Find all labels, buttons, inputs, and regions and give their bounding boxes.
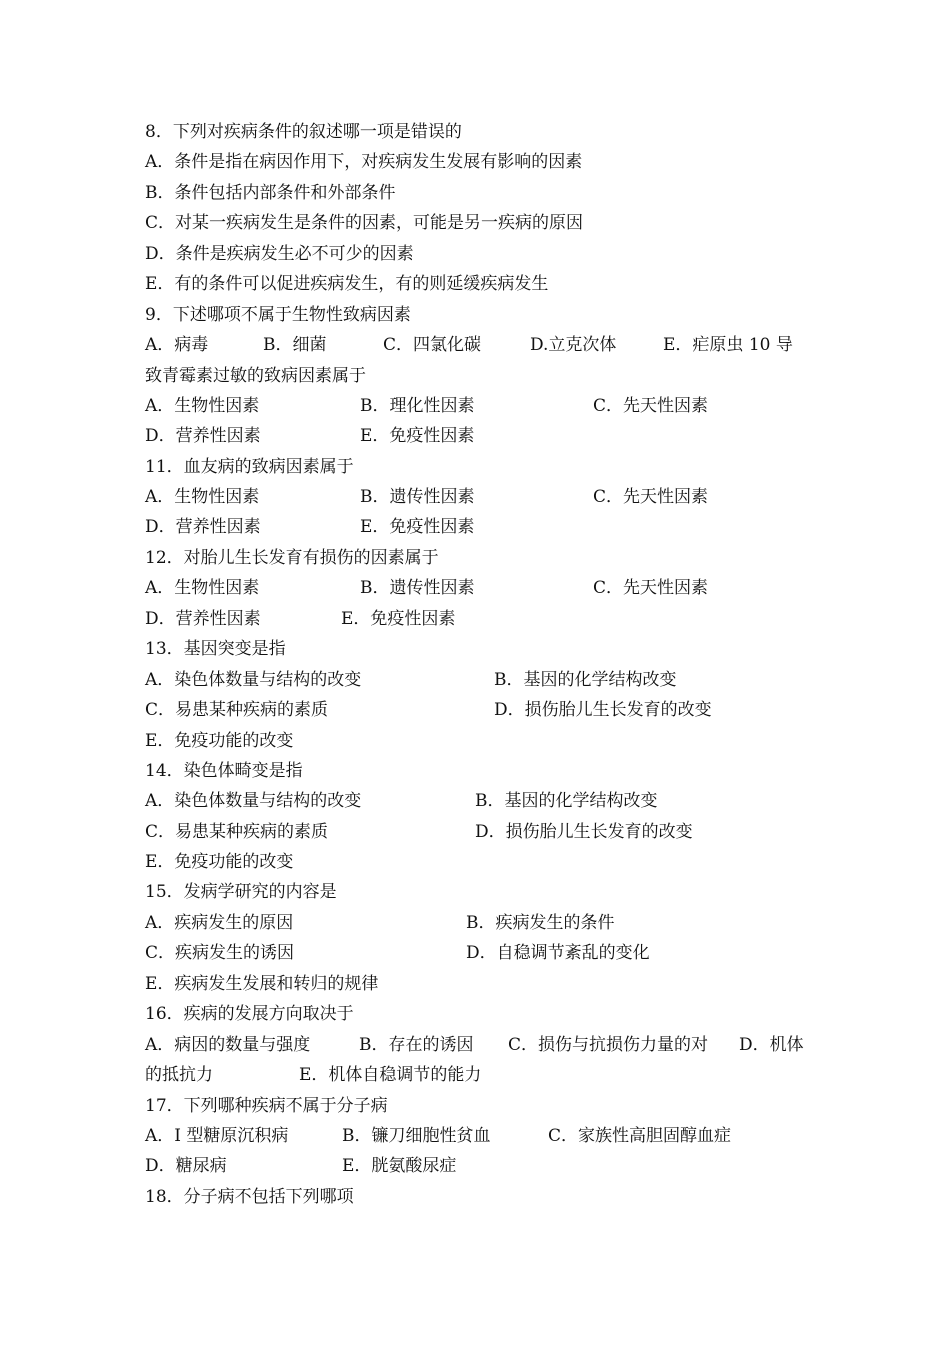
option-text: D．损伤胎儿生长发育的改变 xyxy=(494,700,712,720)
option-text: B．基因的化学结构改变 xyxy=(494,670,677,690)
question-text: 9．下述哪项不属于生物性致病因素 xyxy=(145,305,411,325)
question-text: C．对某一疾病发生是条件的因素，可能是另一疾病的原因 xyxy=(145,213,584,233)
option-text: C．家族性高胆固醇血症 xyxy=(548,1126,732,1146)
question-text: E．免疫功能的改变 xyxy=(145,852,294,872)
option-text: A．生物性因素 xyxy=(145,396,260,416)
option-text: B．疾病发生的条件 xyxy=(466,913,615,933)
option-text: E．胱氨酸尿症 xyxy=(342,1156,457,1176)
option-text: B．遗传性因素 xyxy=(360,578,475,598)
option-text: D．机体 xyxy=(739,1035,804,1055)
option-text: D．糖尿病 xyxy=(145,1156,227,1176)
option-text: B．理化性因素 xyxy=(360,396,475,416)
option-text: D．损伤胎儿生长发育的改变 xyxy=(475,822,693,842)
option-text: A．病毒 xyxy=(145,335,209,355)
option-text: D.立克次体 xyxy=(530,335,617,355)
option-text: C．先天性因素 xyxy=(593,487,709,507)
option-text: A．染色体数量与结构的改变 xyxy=(145,791,362,811)
option-text: E．疟原虫 10 导 xyxy=(663,335,793,355)
option-text: B．镰刀细胞性贫血 xyxy=(342,1126,491,1146)
option-text: C．先天性因素 xyxy=(593,396,709,416)
option-text: A．疾病发生的原因 xyxy=(145,913,294,933)
option-text: C．四氯化碳 xyxy=(383,335,482,355)
question-text: E．有的条件可以促进疾病发生，有的则延缓疾病发生 xyxy=(145,274,549,294)
option-text: A．染色体数量与结构的改变 xyxy=(145,670,362,690)
option-text: 的抵抗力 xyxy=(145,1065,213,1085)
option-text: C．易患某种疾病的素质 xyxy=(145,700,329,720)
option-text: A．生物性因素 xyxy=(145,487,260,507)
option-text: D．营养性因素 xyxy=(145,426,261,446)
question-text: B．条件包括内部条件和外部条件 xyxy=(145,183,396,203)
question-text: 18．分子病不包括下列哪项 xyxy=(145,1187,354,1207)
option-text: D．营养性因素 xyxy=(145,517,261,537)
option-text: C．先天性因素 xyxy=(593,578,709,598)
option-text: C．损伤与抗损伤力量的对 xyxy=(508,1035,709,1055)
question-text: A．条件是指在病因作用下，对疾病发生发展有影响的因素 xyxy=(145,152,583,172)
question-text: D．条件是疾病发生必不可少的因素 xyxy=(145,244,414,264)
question-text: 8．下列对疾病条件的叙述哪一项是错误的 xyxy=(145,122,462,142)
option-text: A．生物性因素 xyxy=(145,578,260,598)
option-text: B．存在的诱因 xyxy=(359,1035,474,1055)
option-text: A．病因的数量与强度 xyxy=(145,1035,311,1055)
option-text: E．免疫性因素 xyxy=(341,609,456,629)
option-text: C．易患某种疾病的素质 xyxy=(145,822,329,842)
question-text: 14．染色体畸变是指 xyxy=(145,761,303,781)
question-text: 13．基因突变是指 xyxy=(145,639,286,659)
option-text: B．遗传性因素 xyxy=(360,487,475,507)
option-text: B．基因的化学结构改变 xyxy=(475,791,658,811)
option-text: E．免疫性因素 xyxy=(360,517,475,537)
question-text: 16．疾病的发展方向取决于 xyxy=(145,1004,354,1024)
question-text: 致青霉素过敏的致病因素属于 xyxy=(145,366,366,386)
question-text: E．免疫功能的改变 xyxy=(145,731,294,751)
question-text: 11．血友病的致病因素属于 xyxy=(145,457,354,477)
option-text: E．免疫性因素 xyxy=(360,426,475,446)
question-text: 17．下列哪种疾病不属于分子病 xyxy=(145,1096,388,1116)
option-text: C．疾病发生的诱因 xyxy=(145,943,295,963)
question-text: E．疾病发生发展和转归的规律 xyxy=(145,974,379,994)
question-text: 12．对胎儿生长发育有损伤的因素属于 xyxy=(145,548,439,568)
option-text: B．细菌 xyxy=(263,335,327,355)
option-text: D．自稳调节紊乱的变化 xyxy=(466,943,650,963)
option-text: A．I 型糖原沉积病 xyxy=(145,1126,289,1146)
question-text: 15．发病学研究的内容是 xyxy=(145,882,337,902)
option-text: E．机体自稳调节的能力 xyxy=(299,1065,482,1085)
option-text: D．营养性因素 xyxy=(145,609,261,629)
